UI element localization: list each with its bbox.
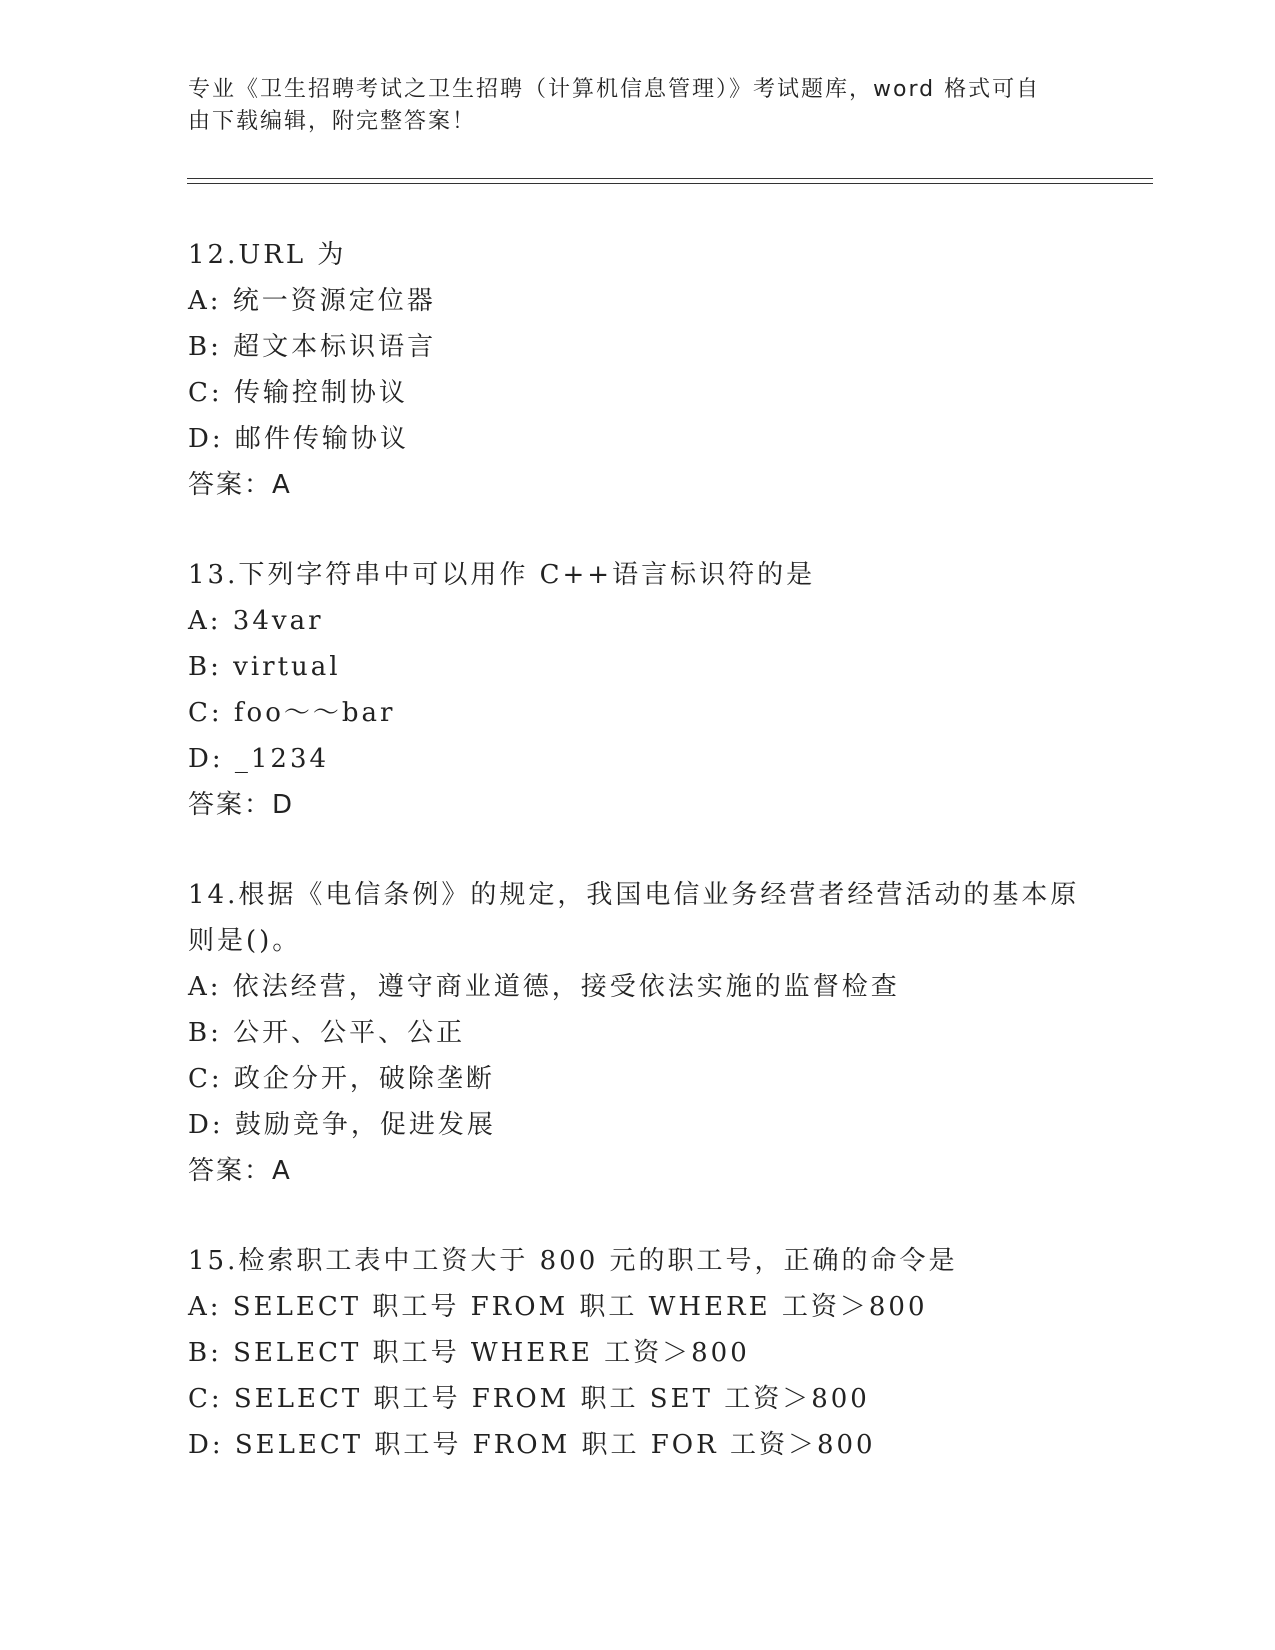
option-c: C: 政企分开，破除垄断	[188, 1064, 495, 1094]
question-15	[188, 1238, 1088, 1468]
document-header	[188, 74, 1068, 138]
header-line-1: 专业《卫生招聘考试之卫生招聘（计算机信息管理）》考试题库，word 格式可自	[188, 77, 1041, 102]
question-stem: 15.检索职工表中工资大于 800 元的职工号，正确的命令是	[188, 1246, 958, 1276]
option-d: D: 鼓励竞争，促进发展	[188, 1110, 496, 1140]
option-a: A: 34var	[188, 606, 324, 636]
option-c: C: SELECT 职工号 FROM 职工 SET 工资＞800	[188, 1384, 870, 1414]
option-d: D: SELECT 职工号 FROM 职工 FOR 工资＞800	[188, 1430, 876, 1460]
option-a: A: SELECT 职工号 FROM 职工 WHERE 工资＞800	[188, 1292, 928, 1322]
question-stem: 14.根据《电信条例》的规定，我国电信业务经营者经营活动的基本原	[188, 880, 1080, 910]
question-13	[188, 552, 1088, 828]
option-b: B: 公开、公平、公正	[188, 1018, 466, 1048]
question-14	[188, 872, 1088, 1194]
option-c: C: foo～～bar	[188, 698, 396, 728]
option-a: A: 依法经营，遵守商业道德，接受依法实施的监督检查	[188, 972, 900, 1002]
header-line-2: 由下载编辑，附完整答案！	[188, 109, 477, 134]
answer-label: 答案：A	[188, 1156, 292, 1186]
option-b: B: 超文本标识语言	[188, 332, 437, 362]
option-a: A: 统一资源定位器	[188, 286, 436, 316]
answer-label: 答案：D	[188, 790, 295, 820]
question-stem-continued: 则是()。	[188, 926, 302, 956]
header-rule-top	[187, 178, 1153, 179]
option-d: D: 邮件传输协议	[188, 424, 409, 454]
option-c: C: 传输控制协议	[188, 378, 408, 408]
option-b: B: SELECT 职工号 WHERE 工资＞800	[188, 1338, 750, 1368]
question-stem: 12.URL 为	[188, 240, 347, 270]
answer-label: 答案：A	[188, 470, 292, 500]
option-b: B: virtual	[188, 652, 341, 682]
header-rule-bottom	[187, 183, 1153, 184]
option-d: D: _1234	[188, 744, 330, 774]
question-stem: 13.下列字符串中可以用作 C++语言标识符的是	[188, 560, 816, 590]
question-12	[188, 232, 1088, 508]
